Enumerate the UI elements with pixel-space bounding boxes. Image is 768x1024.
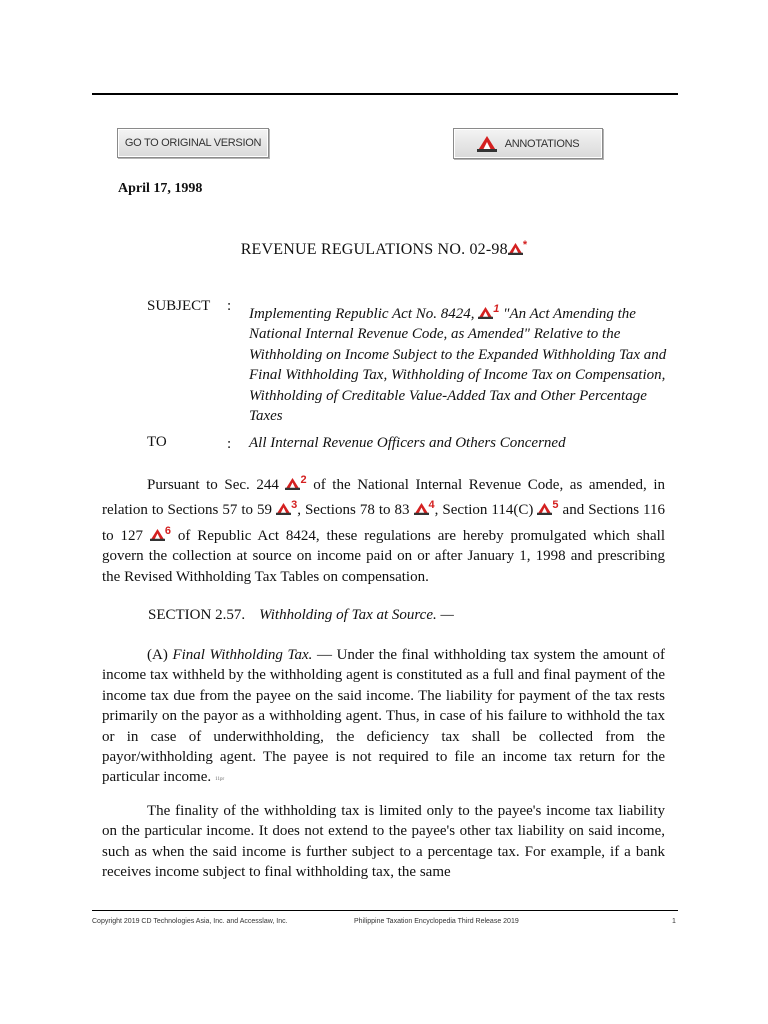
para2-body: — Under the final withholding tax system the amount of income tax withheld by the withholding agent is constituted as a full and final payment of the income tax due from the payee on the said income. The liability for payment of the tax rests primarily on the payor as a withholding agent. Thus, in case of his failure to withhold the tax or in case of underwithholding, the deficiency tax shall be collected from the payor/withholding agent. The payee is not required to file an income tax return for the particular income. — [102, 647, 666, 786]
top-rule — [92, 93, 678, 95]
annotation-link-icon[interactable] — [478, 307, 493, 319]
para1-text: of Republic Act 8424, these regulations are hereby promulgated which shall govern the collection at source on income paid on or after January 1, 1998 and prescribing the Revised Withholding Tax Tables on compensation. — [102, 527, 666, 585]
para2-heading: Final Withholding Tax. — [172, 647, 313, 663]
document-title — [0, 239, 768, 259]
subject-text-part1: Implementing Republic Act No. 8424, — [249, 306, 475, 322]
subject-label: SUBJECT — [147, 298, 211, 314]
paragraph-final-withholding — [102, 645, 665, 791]
footer-rule — [92, 910, 678, 911]
subject-colon: : — [227, 298, 232, 314]
para1-text: , Sections 78 to 83 — [297, 502, 410, 519]
footer-copyright: Copyright 2019 CD Technologies Asia, Inc. and Accesslaw, Inc. — [92, 918, 288, 925]
section-heading — [148, 607, 454, 624]
para1-text: , Section 114(C) — [434, 502, 534, 519]
para2-lead: (A) — [147, 647, 168, 663]
annotation-link-icon[interactable] — [150, 529, 165, 541]
para2-marker: 11pr — [215, 777, 225, 783]
footnote-ref-6[interactable]: 6 — [164, 524, 172, 537]
annotations-label: ANNOTATIONS — [504, 137, 580, 150]
footnote-ref-2[interactable]: 2 — [300, 474, 307, 486]
go-to-original-version-button[interactable] — [117, 128, 269, 158]
footer-page-number: 1 — [672, 918, 676, 925]
footer-release: Philippine Taxation Encyclopedia Third Release 2019 — [354, 918, 519, 925]
to-text: All Internal Revenue Officers and Others Concerned — [249, 435, 566, 451]
title-footnote-marker[interactable]: * — [522, 239, 528, 251]
document-title-text: REVENUE REGULATIONS NO. 02-98 — [240, 241, 508, 258]
para1-text: Pursuant to Sec. 244 — [147, 477, 279, 493]
footnote-ref-3[interactable]: 3 — [291, 499, 298, 512]
annotations-button[interactable] — [453, 128, 603, 159]
para1-text: of the National Internal Revenue Code, as amended, in relation to Sections 57 to 59 — [102, 477, 666, 519]
annotation-link-icon[interactable] — [537, 503, 552, 515]
to-colon: : — [227, 436, 232, 452]
annotation-link-icon[interactable] — [508, 243, 523, 255]
document-date: April 17, 1998 — [118, 181, 203, 196]
footnote-ref-4[interactable]: 4 — [428, 499, 435, 512]
para1-text: and Sections 116 to 127 — [102, 502, 665, 544]
footnote-ref-5[interactable]: 5 — [552, 499, 559, 512]
subject-text — [249, 299, 669, 426]
annotation-link-icon[interactable] — [276, 503, 291, 515]
annotation-link-icon[interactable] — [414, 503, 429, 515]
go-to-original-version-label: GO TO ORIGINAL VERSION — [124, 137, 262, 149]
paragraph-finality: The finality of the withholding tax is limited only to the payee's income tax liability on the particular income. It does not extend to the payee's other tax liability on said income, such as when the said income is further subject to a percentage tax. For example, if a bank receives income subject to final withholding tax, the same — [102, 803, 665, 881]
paragraph-pursuant — [102, 470, 665, 587]
footnote-ref-1[interactable]: 1 — [493, 303, 500, 315]
annotation-logo-icon — [477, 136, 497, 152]
section-title: Withholding of Tax at Source. — — [259, 607, 454, 623]
annotation-link-icon[interactable] — [285, 478, 300, 490]
section-number: SECTION 2.57. — [148, 607, 246, 623]
subject-text-part2: "An Act Amending the National Internal Revenue Code, as Amended" Relative to the Withholding on Income Subject to the Expanded Withholding Tax and Final Withholding Tax, Withholding of Income Tax on Compensation, Withholding of Creditable Value-Added Tax and Other Percentage Taxes — [249, 306, 667, 425]
to-label: TO — [147, 434, 167, 450]
